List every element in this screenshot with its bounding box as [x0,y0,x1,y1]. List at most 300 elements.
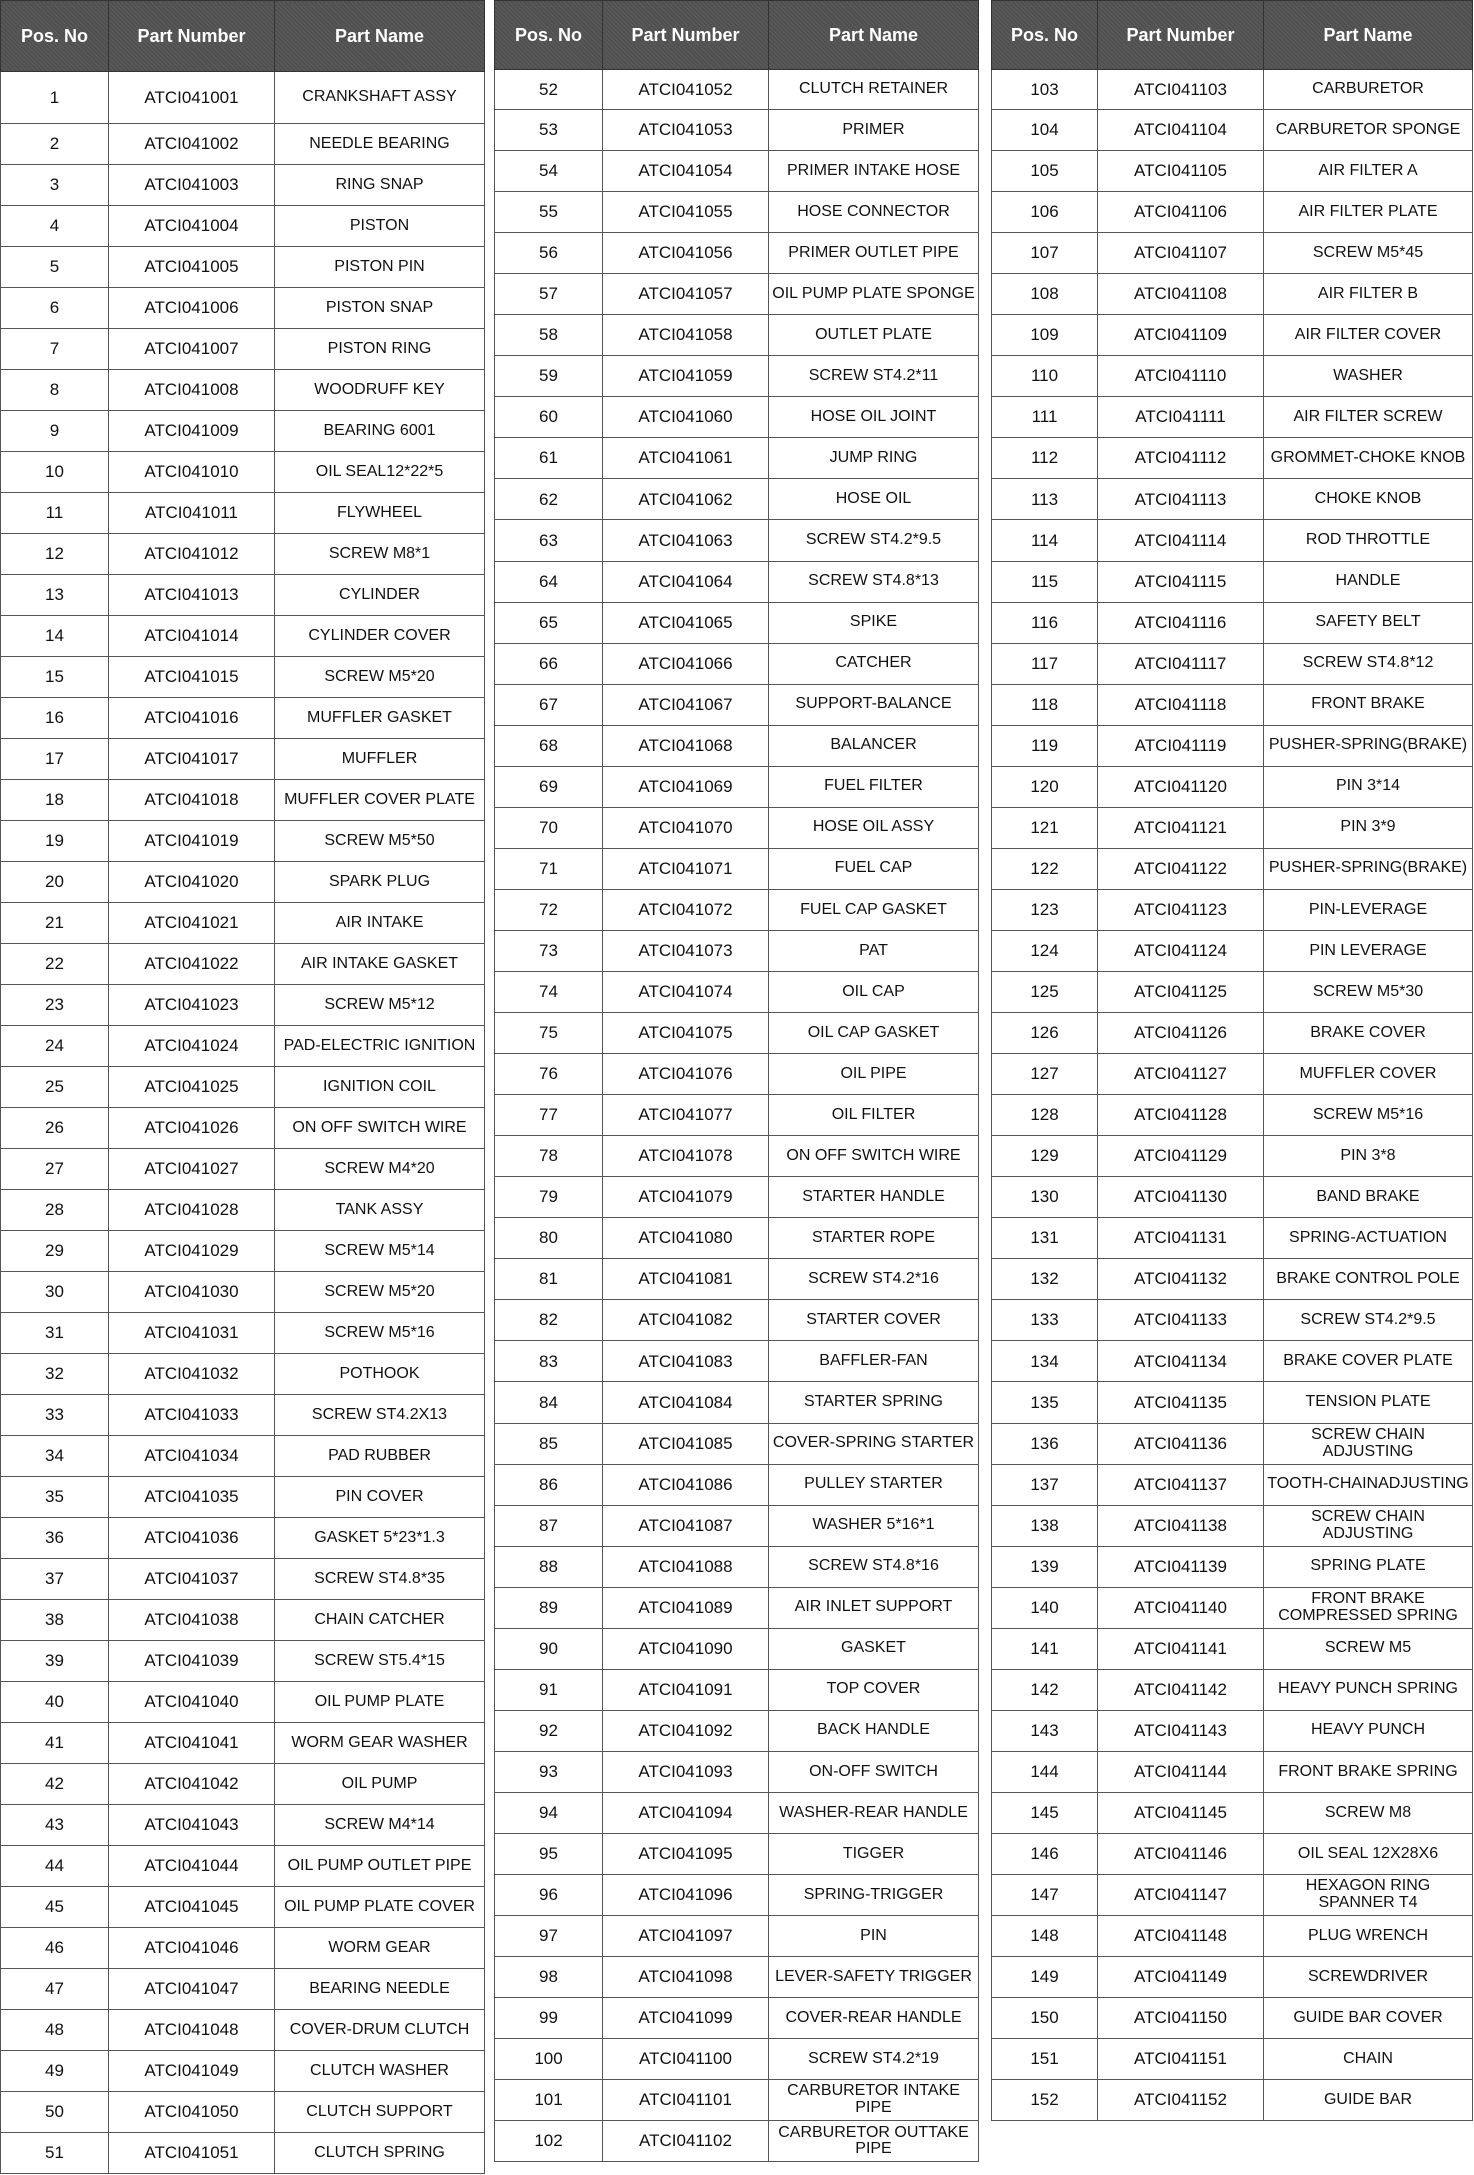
pos-no-cell: 43 [1,1805,109,1846]
part-number-cell: ATCI041110 [1098,356,1264,397]
header-part-name: Part Name [1264,1,1473,70]
table-row [992,520,1473,561]
pos-no-cell: 36 [1,1518,109,1559]
part-number-cell: ATCI041133 [1098,1300,1264,1341]
part-number-cell: ATCI041121 [1098,807,1264,848]
pos-no-cell: 56 [495,233,603,274]
part-name-cell: SCREW M4*20 [275,1149,485,1190]
part-name-cell: WORM GEAR [275,1928,485,1969]
part-number-cell: ATCI041116 [1098,602,1264,643]
part-number-cell: ATCI041055 [603,192,769,233]
part-name-cell: SCREW M5*12 [275,985,485,1026]
table-row [992,2039,1473,2080]
part-number-cell: ATCI041115 [1098,561,1264,602]
table-row [1,944,485,985]
pos-no-cell: 114 [992,520,1098,561]
part-number-cell: ATCI041058 [603,315,769,356]
table-row [1,1682,485,1723]
part-number-cell: ATCI041102 [603,2121,769,2162]
table-row [1,821,485,862]
table-row [495,1300,979,1341]
part-name-cell: GASKET [769,1628,979,1669]
part-number-cell: ATCI041046 [109,1928,275,1969]
pos-no-cell: 76 [495,1054,603,1095]
table-row [1,657,485,698]
pos-no-cell: 134 [992,1341,1098,1382]
table-row [495,930,979,971]
part-name-cell: SCREW ST4.8*13 [769,561,979,602]
part-name-cell: OIL PUMP PLATE [275,1682,485,1723]
header-part-number: Part Number [109,1,275,72]
table-row [992,561,1473,602]
part-number-cell: ATCI041073 [603,930,769,971]
table-row [992,1669,1473,1710]
part-number-cell: ATCI041061 [603,438,769,479]
part-number-cell: ATCI041075 [603,1013,769,1054]
pos-no-cell: 110 [992,356,1098,397]
table-row [992,233,1473,274]
part-name-cell: BAFFLER-FAN [769,1341,979,1382]
table-row [992,1957,1473,1998]
pos-no-cell: 90 [495,1628,603,1669]
table-row [992,766,1473,807]
table-row [992,1710,1473,1751]
pos-no-cell: 64 [495,561,603,602]
part-number-cell: ATCI041024 [109,1026,275,1067]
part-number-cell: ATCI041098 [603,1957,769,1998]
pos-no-cell: 129 [992,1136,1098,1177]
pos-no-cell: 1 [1,72,109,124]
pos-no-cell: 127 [992,1054,1098,1095]
part-number-cell: ATCI041063 [603,520,769,561]
table-row [495,1505,979,1546]
pos-no-cell: 28 [1,1190,109,1231]
part-number-cell: ATCI041119 [1098,725,1264,766]
pos-no-cell: 101 [495,2080,603,2121]
pos-no-cell: 144 [992,1751,1098,1792]
pos-no-cell: 115 [992,561,1098,602]
table-row [495,1998,979,2039]
table-row [1,2092,485,2133]
part-number-cell: ATCI041134 [1098,1341,1264,1382]
table-row [992,1259,1473,1300]
part-number-cell: ATCI041140 [1098,1587,1264,1628]
table-row [992,848,1473,889]
pos-no-cell: 97 [495,1916,603,1957]
pos-no-cell: 30 [1,1272,109,1313]
table-row [1,124,485,165]
table-row [1,534,485,575]
table-row [992,1095,1473,1136]
pos-no-cell: 18 [1,780,109,821]
part-number-cell: ATCI041139 [1098,1546,1264,1587]
pos-no-cell: 81 [495,1259,603,1300]
pos-no-cell: 46 [1,1928,109,1969]
part-number-cell: ATCI041018 [109,780,275,821]
part-number-cell: ATCI041127 [1098,1054,1264,1095]
part-number-cell: ATCI041111 [1098,397,1264,438]
pos-no-cell: 58 [495,315,603,356]
table-row [992,1423,1473,1464]
part-number-cell: ATCI041124 [1098,930,1264,971]
pos-no-cell: 82 [495,1300,603,1341]
pos-no-cell: 142 [992,1669,1098,1710]
part-name-cell: SUPPORT-BALANCE [769,684,979,725]
table-row [495,848,979,889]
table-row [1,1067,485,1108]
part-name-cell: OIL CAP [769,971,979,1012]
pos-no-cell: 31 [1,1313,109,1354]
part-name-cell: CYLINDER COVER [275,616,485,657]
part-name-cell: SCREW CHAIN ADJUSTING [1264,1505,1473,1546]
pos-no-cell: 146 [992,1833,1098,1874]
part-name-cell: MUFFLER COVER [1264,1054,1473,1095]
part-number-cell: ATCI041143 [1098,1710,1264,1751]
part-number-cell: ATCI041065 [603,602,769,643]
pos-no-cell: 65 [495,602,603,643]
table-row [1,1887,485,1928]
part-name-cell: SCREW ST4.2*16 [769,1259,979,1300]
table-row [992,1587,1473,1628]
part-name-cell: AIR INTAKE [275,903,485,944]
part-number-cell: ATCI041144 [1098,1751,1264,1792]
part-name-cell: PIN 3*8 [1264,1136,1473,1177]
table-row [495,766,979,807]
part-number-cell: ATCI041071 [603,848,769,889]
part-name-cell: OIL CAP GASKET [769,1013,979,1054]
pos-no-cell: 6 [1,288,109,329]
part-name-cell: OIL SEAL 12X28X6 [1264,1833,1473,1874]
part-number-cell: ATCI041135 [1098,1382,1264,1423]
table-row [992,1013,1473,1054]
part-number-cell: ATCI041146 [1098,1833,1264,1874]
table-row [1,903,485,944]
pos-no-cell: 44 [1,1846,109,1887]
part-number-cell: ATCI041097 [603,1916,769,1957]
part-name-cell: BEARING 6001 [275,411,485,452]
pos-no-cell: 121 [992,807,1098,848]
table-row [1,2133,485,2174]
pos-no-cell: 68 [495,725,603,766]
part-number-cell: ATCI041037 [109,1559,275,1600]
part-number-cell: ATCI041027 [109,1149,275,1190]
part-name-cell: CLUTCH WASHER [275,2051,485,2092]
pos-no-cell: 133 [992,1300,1098,1341]
part-number-cell: ATCI041151 [1098,2039,1264,2080]
part-number-cell: ATCI041087 [603,1505,769,1546]
part-number-cell: ATCI041068 [603,725,769,766]
part-name-cell: FLYWHEEL [275,493,485,534]
part-name-cell: HOSE OIL [769,479,979,520]
part-number-cell: ATCI041045 [109,1887,275,1928]
part-name-cell: HEAVY PUNCH [1264,1710,1473,1751]
part-name-cell: SCREW M5 [1264,1628,1473,1669]
part-number-cell: ATCI041118 [1098,684,1264,725]
table-row [992,1136,1473,1177]
part-number-cell: ATCI041099 [603,1998,769,2039]
pos-no-cell: 77 [495,1095,603,1136]
table-row [992,356,1473,397]
part-name-cell: PISTON [275,206,485,247]
table-row [495,2080,979,2121]
table-row [495,397,979,438]
part-name-cell: CATCHER [769,643,979,684]
table-row [1,165,485,206]
part-name-cell: OIL PUMP PLATE COVER [275,1887,485,1928]
table-row [495,1341,979,1382]
part-number-cell: ATCI041103 [1098,70,1264,110]
pos-no-cell: 52 [495,70,603,110]
table-row [992,684,1473,725]
pos-no-cell: 152 [992,2080,1098,2121]
part-name-cell: PAD RUBBER [275,1436,485,1477]
part-number-cell: ATCI041042 [109,1764,275,1805]
part-name-cell: TOOTH-CHAINADJUSTING [1264,1464,1473,1505]
table-row [1,1641,485,1682]
part-name-cell: HEAVY PUNCH SPRING [1264,1669,1473,1710]
part-number-cell: ATCI041141 [1098,1628,1264,1669]
part-number-cell: ATCI041016 [109,698,275,739]
part-name-cell: SCREW CHAIN ADJUSTING [1264,1423,1473,1464]
part-name-cell: SPRING-TRIGGER [769,1875,979,1916]
table-row [992,930,1473,971]
part-name-cell: PUSHER-SPRING(BRAKE) [1264,848,1473,889]
pos-no-cell: 87 [495,1505,603,1546]
part-name-cell: ON OFF SWITCH WIRE [769,1136,979,1177]
part-name-cell: PIN [769,1916,979,1957]
table-row [1,1436,485,1477]
pos-no-cell: 4 [1,206,109,247]
part-number-cell: ATCI041010 [109,452,275,493]
pos-no-cell: 98 [495,1957,603,1998]
pos-no-cell: 86 [495,1464,603,1505]
pos-no-cell: 54 [495,151,603,192]
table-row [495,70,979,110]
table-row [495,1875,979,1916]
part-number-cell: ATCI041009 [109,411,275,452]
pos-no-cell: 93 [495,1751,603,1792]
pos-no-cell: 55 [495,192,603,233]
part-name-cell: FUEL FILTER [769,766,979,807]
part-number-cell: ATCI041109 [1098,315,1264,356]
table-header [495,1,979,70]
part-number-cell: ATCI041152 [1098,2080,1264,2121]
header-part-number: Part Number [603,1,769,70]
part-name-cell: SCREW M5*14 [275,1231,485,1272]
pos-no-cell: 102 [495,2121,603,2162]
part-number-cell: ATCI041067 [603,684,769,725]
part-name-cell: FUEL CAP GASKET [769,889,979,930]
part-number-cell: ATCI041059 [603,356,769,397]
table-row [1,247,485,288]
pos-no-cell: 5 [1,247,109,288]
part-number-cell: ATCI041035 [109,1477,275,1518]
pos-no-cell: 83 [495,1341,603,1382]
pos-no-cell: 136 [992,1423,1098,1464]
part-number-cell: ATCI041020 [109,862,275,903]
part-number-cell: ATCI041093 [603,1751,769,1792]
part-number-cell: ATCI041147 [1098,1875,1264,1916]
part-number-cell: ATCI041107 [1098,233,1264,274]
table-row [1,1518,485,1559]
table-row [1,1395,485,1436]
pos-no-cell: 80 [495,1218,603,1259]
table-row [992,807,1473,848]
header-part-name: Part Name [275,1,485,72]
table-body [992,70,1473,2121]
table-row [1,1313,485,1354]
pos-no-cell: 138 [992,1505,1098,1546]
pos-no-cell: 63 [495,520,603,561]
part-number-cell: ATCI041090 [603,1628,769,1669]
part-number-cell: ATCI041008 [109,370,275,411]
part-name-cell: SCREW M5*45 [1264,233,1473,274]
part-number-cell: ATCI041148 [1098,1916,1264,1957]
table-row [1,1969,485,2010]
pos-no-cell: 50 [1,2092,109,2133]
part-name-cell: PLUG WRENCH [1264,1916,1473,1957]
table-row [495,1751,979,1792]
part-number-cell: ATCI041117 [1098,643,1264,684]
header-pos-no: Pos. No [495,1,603,70]
table-row [1,1600,485,1641]
part-name-cell: PIN 3*14 [1264,766,1473,807]
pos-no-cell: 137 [992,1464,1098,1505]
pos-no-cell: 22 [1,944,109,985]
part-name-cell: NEEDLE BEARING [275,124,485,165]
part-name-cell: BRAKE COVER [1264,1013,1473,1054]
pos-no-cell: 45 [1,1887,109,1928]
part-number-cell: ATCI041044 [109,1846,275,1887]
part-number-cell: ATCI041137 [1098,1464,1264,1505]
part-number-cell: ATCI041131 [1098,1218,1264,1259]
part-name-cell: PRIMER OUTLET PIPE [769,233,979,274]
pos-no-cell: 130 [992,1177,1098,1218]
part-name-cell: PIN-LEVERAGE [1264,889,1473,930]
part-name-cell: COVER-DRUM CLUTCH [275,2010,485,2051]
part-name-cell: TANK ASSY [275,1190,485,1231]
pos-no-cell: 99 [495,1998,603,2039]
part-name-cell: FRONT BRAKE COMPRESSED SPRING [1264,1587,1473,1628]
part-name-cell: HEXAGON RING SPANNER T4 [1264,1875,1473,1916]
table-row [495,889,979,930]
part-name-cell: FRONT BRAKE [1264,684,1473,725]
pos-no-cell: 35 [1,1477,109,1518]
part-number-cell: ATCI041054 [603,151,769,192]
part-name-cell: CRANKSHAFT ASSY [275,72,485,124]
part-name-cell: SCREW ST4.8*35 [275,1559,485,1600]
pos-no-cell: 128 [992,1095,1098,1136]
table-row [495,1464,979,1505]
part-name-cell: CARBURETOR [1264,70,1473,110]
part-name-cell: AIR FILTER B [1264,274,1473,315]
table-row [495,1546,979,1587]
part-name-cell: PAD-ELECTRIC IGNITION [275,1026,485,1067]
part-name-cell: OIL FILTER [769,1095,979,1136]
part-name-cell: POTHOOK [275,1354,485,1395]
part-name-cell: TOP COVER [769,1669,979,1710]
pos-no-cell: 41 [1,1723,109,1764]
part-number-cell: ATCI041123 [1098,889,1264,930]
table-row [992,151,1473,192]
part-number-cell: ATCI041129 [1098,1136,1264,1177]
part-name-cell: SCREW M5*30 [1264,971,1473,1012]
pos-no-cell: 94 [495,1792,603,1833]
pos-no-cell: 14 [1,616,109,657]
pos-no-cell: 139 [992,1546,1098,1587]
table-row [495,1916,979,1957]
pos-no-cell: 27 [1,1149,109,1190]
part-number-cell: ATCI041057 [603,274,769,315]
table-row [495,192,979,233]
pos-no-cell: 151 [992,2039,1098,2080]
part-name-cell: SCREW ST4.8*16 [769,1546,979,1587]
part-name-cell: BACK HANDLE [769,1710,979,1751]
table-row [495,110,979,151]
part-name-cell: SCREW M8 [1264,1792,1473,1833]
table-row [992,889,1473,930]
part-name-cell: PULLEY STARTER [769,1464,979,1505]
part-number-cell: ATCI041086 [603,1464,769,1505]
table-row [1,1272,485,1313]
pos-no-cell: 19 [1,821,109,862]
table-header [1,1,485,72]
table-row [495,1628,979,1669]
table-row [992,1300,1473,1341]
part-name-cell: SCREW ST5.4*15 [275,1641,485,1682]
part-number-cell: ATCI041025 [109,1067,275,1108]
part-name-cell: AIR INLET SUPPORT [769,1587,979,1628]
part-number-cell: ATCI041077 [603,1095,769,1136]
table-row [1,1026,485,1067]
part-number-cell: ATCI041125 [1098,971,1264,1012]
part-name-cell: SPRING-ACTUATION [1264,1218,1473,1259]
table-row [495,643,979,684]
part-number-cell: ATCI041021 [109,903,275,944]
table-row [992,602,1473,643]
part-number-cell: ATCI041076 [603,1054,769,1095]
header-part-number: Part Number [1098,1,1264,70]
part-number-cell: ATCI041032 [109,1354,275,1395]
pos-no-cell: 48 [1,2010,109,2051]
part-number-cell: ATCI041080 [603,1218,769,1259]
part-number-cell: ATCI041069 [603,766,769,807]
pos-no-cell: 105 [992,151,1098,192]
part-number-cell: ATCI041041 [109,1723,275,1764]
part-name-cell: CLUTCH SUPPORT [275,2092,485,2133]
table-row [992,1341,1473,1382]
table-row [495,1218,979,1259]
pos-no-cell: 20 [1,862,109,903]
part-name-cell: MUFFLER [275,739,485,780]
part-name-cell: SCREW ST4.2*9.5 [769,520,979,561]
pos-no-cell: 10 [1,452,109,493]
part-number-cell: ATCI041062 [603,479,769,520]
pos-no-cell: 34 [1,1436,109,1477]
pos-no-cell: 118 [992,684,1098,725]
table-row [992,1751,1473,1792]
pos-no-cell: 112 [992,438,1098,479]
part-number-cell: ATCI041064 [603,561,769,602]
table-row [1,2051,485,2092]
part-number-cell: ATCI041079 [603,1177,769,1218]
pos-no-cell: 88 [495,1546,603,1587]
table-header [992,1,1473,70]
table-row [495,807,979,848]
pos-no-cell: 60 [495,397,603,438]
part-name-cell: AIR INTAKE GASKET [275,944,485,985]
pos-no-cell: 38 [1,1600,109,1641]
